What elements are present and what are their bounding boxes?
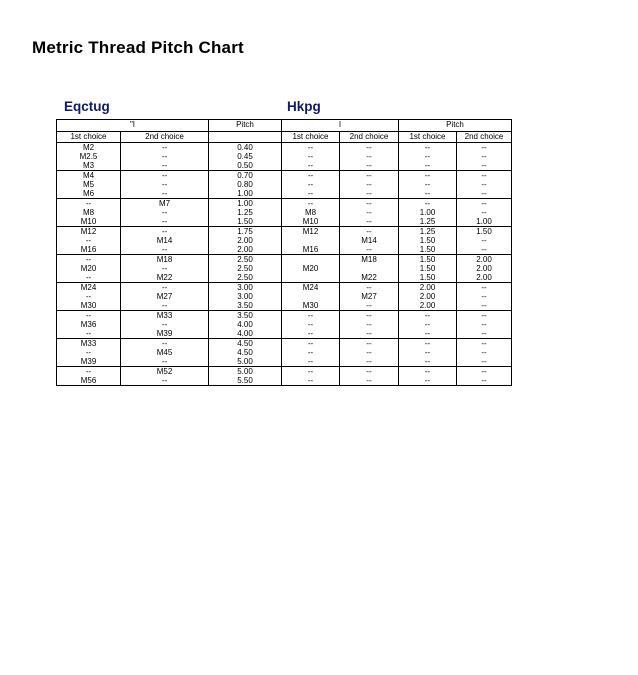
cell-value: 4.00 <box>237 329 253 338</box>
cell-value: 1.50 <box>419 273 436 282</box>
cell-value: 1.00 <box>237 189 253 198</box>
table-cell <box>57 311 121 339</box>
table-cell <box>399 367 457 386</box>
cell-value: 1.25 <box>419 227 436 236</box>
cell-value: -- <box>481 236 487 245</box>
table-row <box>57 171 512 199</box>
cell-value: 1.00 <box>419 208 436 217</box>
cell-value <box>340 264 398 273</box>
cell-value: 0.50 <box>237 161 253 170</box>
cell-value <box>282 273 339 282</box>
cell-value: -- <box>424 161 431 170</box>
cell-value: -- <box>481 180 487 189</box>
cell-value <box>282 236 339 245</box>
column-header <box>209 132 282 143</box>
table-cell <box>121 143 209 171</box>
cell-value: M33 <box>156 311 173 320</box>
table-cell <box>282 227 340 255</box>
table-cell <box>282 311 340 339</box>
table-cell <box>457 339 512 367</box>
cell-value: -- <box>307 199 314 208</box>
table-cell <box>57 227 121 255</box>
table-cell <box>340 283 399 311</box>
table-row <box>57 227 512 255</box>
cell-value: 3.50 <box>237 311 253 320</box>
cell-value: -- <box>161 376 168 385</box>
cell-value: 2.50 <box>237 255 253 264</box>
cell-value <box>282 255 339 264</box>
cell-value: M8 <box>304 208 317 217</box>
cell-value: -- <box>307 376 314 385</box>
cell-value: 1.75 <box>237 227 253 236</box>
cell-value: -- <box>424 376 431 385</box>
cell-value: -- <box>161 180 168 189</box>
cell-value: -- <box>481 208 487 217</box>
cell-value: 2.00 <box>476 255 492 264</box>
table-cell <box>282 199 340 227</box>
cell-value: -- <box>481 367 487 376</box>
cell-value: -- <box>161 189 168 198</box>
cell-value: -- <box>161 208 168 217</box>
cell-value: M8 <box>82 208 95 217</box>
cell-value: M3 <box>82 161 95 170</box>
cell-value: -- <box>366 348 372 357</box>
section-heading-coarse: Eqctug <box>64 99 110 114</box>
cell-value: -- <box>161 217 168 226</box>
table-row <box>57 199 512 227</box>
cell-value: -- <box>481 171 487 180</box>
table-cell <box>399 339 457 367</box>
table-cell <box>209 255 282 283</box>
cell-value: -- <box>307 339 314 348</box>
cell-value: 4.50 <box>237 348 253 357</box>
cell-value: M6 <box>82 189 95 198</box>
cell-value: 2.50 <box>237 264 253 273</box>
table-cell <box>57 339 121 367</box>
cell-value: 4.50 <box>237 339 253 348</box>
table-cell <box>121 255 209 283</box>
table-cell <box>457 199 512 227</box>
cell-value: M30 <box>80 301 97 310</box>
cell-value: -- <box>481 245 487 254</box>
table-header-top <box>57 120 512 132</box>
table-cell <box>457 367 512 386</box>
cell-value: -- <box>366 311 372 320</box>
cell-value: -- <box>307 152 314 161</box>
cell-value: M12 <box>80 227 97 236</box>
cell-value: -- <box>307 348 314 357</box>
cell-value: M14 <box>361 236 377 245</box>
cell-value: -- <box>366 161 372 170</box>
cell-value: M20 <box>302 264 319 273</box>
cell-value: -- <box>307 143 314 152</box>
cell-value: 5.00 <box>237 367 253 376</box>
cell-value: -- <box>424 143 431 152</box>
thread-pitch-table <box>56 119 512 386</box>
cell-value: -- <box>366 217 372 226</box>
cell-value: -- <box>481 357 487 366</box>
cell-value: -- <box>161 245 168 254</box>
cell-value: M4 <box>82 171 95 180</box>
cell-value: 0.70 <box>237 171 253 180</box>
cell-value: -- <box>481 320 487 329</box>
cell-value: -- <box>161 161 168 170</box>
cell-value: M33 <box>80 339 97 348</box>
cell-value: 1.50 <box>476 227 492 236</box>
cell-value: -- <box>366 283 372 292</box>
cell-value: -- <box>161 283 168 292</box>
cell-value: -- <box>481 311 487 320</box>
table-row <box>57 255 512 283</box>
table-cell <box>399 255 457 283</box>
cell-value: M36 <box>80 320 97 329</box>
cell-value: 5.50 <box>237 376 253 385</box>
cell-value: -- <box>424 152 431 161</box>
cell-value: -- <box>161 301 168 310</box>
cell-value: M18 <box>156 255 173 264</box>
cell-value: -- <box>366 199 372 208</box>
cell-value: 1.00 <box>237 199 253 208</box>
table-cell <box>57 367 121 386</box>
cell-value: -- <box>366 227 372 236</box>
cell-value: M39 <box>156 329 173 338</box>
table-cell <box>457 227 512 255</box>
cell-value: 3.00 <box>237 283 253 292</box>
table-cell <box>57 171 121 199</box>
cell-value: -- <box>366 301 372 310</box>
cell-value: 0.45 <box>237 152 253 161</box>
cell-value: 1.00 <box>476 217 492 226</box>
cell-value: 2.00 <box>419 283 436 292</box>
table-cell <box>121 199 209 227</box>
cell-value: -- <box>481 339 487 348</box>
cell-value: 2.00 <box>476 264 492 273</box>
cell-value: -- <box>307 329 314 338</box>
table-cell <box>340 171 399 199</box>
table-cell <box>457 143 512 171</box>
column-header: 1st choice <box>399 132 457 143</box>
cell-value: -- <box>85 199 92 208</box>
table-row <box>57 367 512 386</box>
table-cell <box>121 339 209 367</box>
cell-value: 2.00 <box>237 245 253 254</box>
cell-value: -- <box>424 171 431 180</box>
table-cell <box>282 367 340 386</box>
cell-value: -- <box>85 273 92 282</box>
cell-value: -- <box>366 339 372 348</box>
cell-value: -- <box>481 161 487 170</box>
table-cell <box>209 227 282 255</box>
cell-value: -- <box>424 357 431 366</box>
table-cell <box>121 171 209 199</box>
cell-value: -- <box>424 339 431 348</box>
table-row <box>57 283 512 311</box>
column-header: 2nd choice <box>340 132 399 143</box>
table-header-columns <box>57 132 512 143</box>
table-cell <box>457 283 512 311</box>
cell-value: -- <box>307 320 314 329</box>
table-cell <box>340 143 399 171</box>
cell-value: M52 <box>156 367 173 376</box>
cell-value: -- <box>481 152 487 161</box>
cell-value: -- <box>481 283 487 292</box>
table-cell <box>57 143 121 171</box>
cell-value: M24 <box>80 283 97 292</box>
cell-value: -- <box>85 292 92 301</box>
table-cell <box>282 283 340 311</box>
cell-value: 1.50 <box>419 236 436 245</box>
column-header: 1st choice <box>282 132 340 143</box>
cell-value: M2.5 <box>79 152 98 161</box>
table-cell <box>209 171 282 199</box>
cell-value: M14 <box>156 236 173 245</box>
cell-value: -- <box>366 171 372 180</box>
cell-value: -- <box>424 367 431 376</box>
section-heading-fine: Hkpg <box>287 99 321 114</box>
table-row <box>57 339 512 367</box>
cell-value: -- <box>366 189 372 198</box>
cell-value: -- <box>161 143 168 152</box>
cell-value: -- <box>85 255 92 264</box>
cell-value: M30 <box>302 301 319 310</box>
cell-value: -- <box>307 367 314 376</box>
cell-value: M22 <box>361 273 377 282</box>
cell-value: -- <box>366 152 372 161</box>
cell-value: -- <box>481 292 487 301</box>
header-coarse-size: "I <box>57 120 209 132</box>
cell-value: -- <box>481 376 487 385</box>
cell-value: -- <box>307 161 314 170</box>
cell-value: M12 <box>302 227 319 236</box>
cell-value: 3.50 <box>237 301 253 310</box>
cell-value: 4.00 <box>237 320 253 329</box>
table-cell <box>209 283 282 311</box>
cell-value: -- <box>424 199 431 208</box>
cell-value: M2 <box>82 143 95 152</box>
table-row <box>57 143 512 171</box>
cell-value: -- <box>366 320 372 329</box>
cell-value: -- <box>307 171 314 180</box>
cell-value: -- <box>161 320 168 329</box>
cell-value: M10 <box>302 217 319 226</box>
cell-value: 2.50 <box>237 273 253 282</box>
table-cell <box>399 199 457 227</box>
cell-value: -- <box>85 311 92 320</box>
cell-value: -- <box>161 339 168 348</box>
table-cell <box>457 311 512 339</box>
cell-value: -- <box>366 376 372 385</box>
header-coarse-pitch: Pitch <box>209 120 282 132</box>
cell-value: M22 <box>156 273 173 282</box>
cell-value: -- <box>85 236 92 245</box>
table-cell <box>340 199 399 227</box>
cell-value: -- <box>481 143 487 152</box>
table-cell <box>57 283 121 311</box>
table-cell <box>121 227 209 255</box>
table-cell <box>399 143 457 171</box>
table-cell <box>399 171 457 199</box>
cell-value: -- <box>366 180 372 189</box>
cell-value: -- <box>366 357 372 366</box>
cell-value: -- <box>161 171 168 180</box>
cell-value: M20 <box>80 264 97 273</box>
cell-value: M27 <box>156 292 173 301</box>
cell-value: -- <box>161 357 168 366</box>
cell-value: -- <box>424 348 431 357</box>
cell-value: 1.25 <box>419 217 436 226</box>
cell-value: -- <box>424 180 431 189</box>
table-cell <box>121 311 209 339</box>
cell-value: 2.00 <box>419 301 436 310</box>
cell-value: -- <box>366 329 372 338</box>
cell-value: 2.00 <box>476 273 492 282</box>
cell-value: -- <box>424 189 431 198</box>
cell-value: -- <box>307 180 314 189</box>
table-cell <box>399 311 457 339</box>
cell-value: M5 <box>82 180 95 189</box>
table-cell <box>209 311 282 339</box>
cell-value: -- <box>424 311 431 320</box>
cell-value: 5.00 <box>237 357 253 366</box>
table-cell <box>399 283 457 311</box>
page-title: Metric Thread Pitch Chart <box>32 38 244 57</box>
cell-value: -- <box>481 348 487 357</box>
cell-value: M10 <box>80 217 97 226</box>
cell-value: 1.50 <box>419 264 436 273</box>
cell-value: -- <box>481 189 487 198</box>
cell-value: -- <box>307 311 314 320</box>
cell-value: 0.80 <box>237 180 253 189</box>
table-cell <box>457 171 512 199</box>
table-cell <box>209 199 282 227</box>
cell-value: M18 <box>361 255 377 264</box>
cell-value: -- <box>424 329 431 338</box>
column-header: 2nd choice <box>121 132 209 143</box>
cell-value: 3.00 <box>237 292 253 301</box>
cell-value: -- <box>161 264 168 273</box>
table-cell <box>121 367 209 386</box>
cell-value: M39 <box>80 357 97 366</box>
cell-value: -- <box>85 329 92 338</box>
cell-value: M24 <box>302 283 319 292</box>
table-cell <box>282 339 340 367</box>
cell-value: M45 <box>156 348 173 357</box>
cell-value: -- <box>366 208 372 217</box>
cell-value: M56 <box>80 376 97 385</box>
table-cell <box>340 367 399 386</box>
table-cell <box>340 339 399 367</box>
table-cell <box>57 255 121 283</box>
cell-value: -- <box>307 189 314 198</box>
cell-value: -- <box>481 199 487 208</box>
cell-value: -- <box>161 227 168 236</box>
table-cell <box>209 339 282 367</box>
cell-value: 0.40 <box>237 143 253 152</box>
cell-value: M16 <box>302 245 319 254</box>
cell-value: -- <box>85 367 92 376</box>
cell-value: M16 <box>80 245 97 254</box>
cell-value: -- <box>481 329 487 338</box>
cell-value: -- <box>424 320 431 329</box>
table-cell <box>399 227 457 255</box>
cell-value: -- <box>481 301 487 310</box>
table-cell <box>282 171 340 199</box>
column-header: 2nd choice <box>457 132 512 143</box>
cell-value: M7 <box>158 199 171 208</box>
table-cell <box>340 227 399 255</box>
cell-value: -- <box>307 357 314 366</box>
table-row <box>57 311 512 339</box>
table-cell <box>209 367 282 386</box>
cell-value: 1.50 <box>419 255 436 264</box>
cell-value <box>282 292 339 301</box>
cell-value: M27 <box>361 292 377 301</box>
table-cell <box>340 255 399 283</box>
table-cell <box>57 199 121 227</box>
cell-value: 2.00 <box>237 236 253 245</box>
column-header: 1st choice <box>57 132 121 143</box>
cell-value: -- <box>85 348 92 357</box>
header-fine-size: I <box>282 120 399 132</box>
cell-value: 1.50 <box>237 217 253 226</box>
table-cell <box>340 311 399 339</box>
cell-value: -- <box>366 367 372 376</box>
table-cell <box>457 255 512 283</box>
table-cell <box>282 255 340 283</box>
cell-value: -- <box>161 152 168 161</box>
cell-value: 2.00 <box>419 292 436 301</box>
cell-value: -- <box>366 143 372 152</box>
table-cell <box>121 283 209 311</box>
cell-value: 1.50 <box>419 245 436 254</box>
table-cell <box>209 143 282 171</box>
cell-value: 1.25 <box>237 208 253 217</box>
cell-value: -- <box>366 245 372 254</box>
table-cell <box>282 143 340 171</box>
header-fine-pitch: Pitch <box>399 120 512 132</box>
